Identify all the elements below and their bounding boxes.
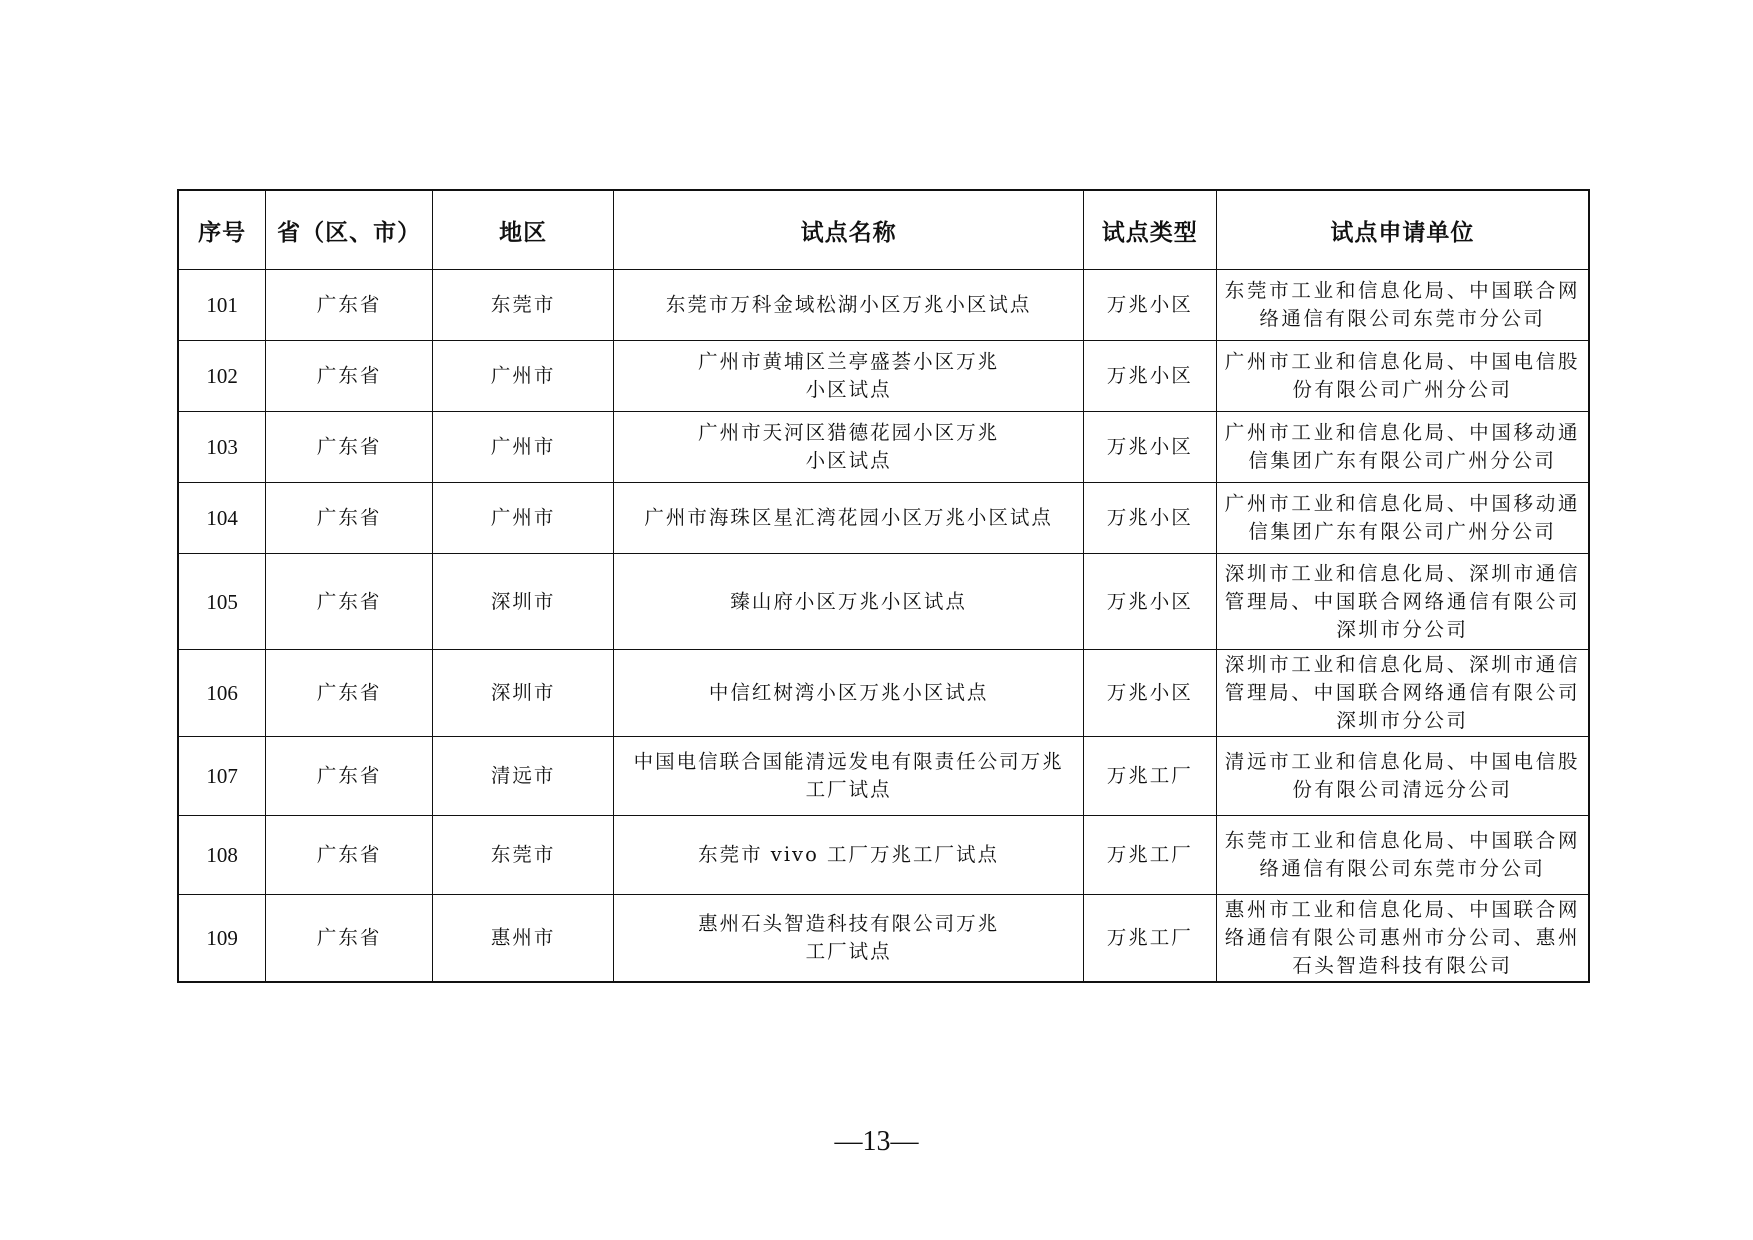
header-serial-number: 序号 (178, 190, 266, 270)
table-row (178, 816, 1589, 895)
cell-region: 深圳市 (432, 650, 613, 737)
cell-pilot-name (614, 650, 1084, 737)
cell-region: 深圳市 (432, 554, 613, 650)
cell-applicant (1216, 483, 1589, 554)
applicant-text: 清远市工业和信息化局、中国电信股份有限公司清远分公司 (1224, 750, 1580, 801)
cell-pilot-type: 万兆小区 (1083, 650, 1216, 737)
cell-province: 广东省 (266, 483, 433, 554)
applicant-text: 深圳市工业和信息化局、深圳市通信管理局、中国联合网络通信有限公司深圳市分公司 (1224, 561, 1580, 641)
cell-serial-number: 106 (178, 650, 266, 737)
cell-province: 广东省 (266, 816, 433, 895)
page-number: —13— (834, 1126, 919, 1157)
applicant-text: 东莞市工业和信息化局、中国联合网络通信有限公司东莞市分公司 (1224, 829, 1580, 880)
cell-applicant (1216, 554, 1589, 650)
cell-serial-number: 101 (178, 270, 266, 341)
cell-pilot-name (614, 554, 1084, 650)
pilot-list-table (177, 189, 1590, 983)
table-row (178, 483, 1589, 554)
cell-pilot-type: 万兆工厂 (1083, 816, 1216, 895)
cell-region: 广州市 (432, 483, 613, 554)
cell-pilot-type: 万兆小区 (1083, 341, 1216, 412)
cell-pilot-type: 万兆小区 (1083, 554, 1216, 650)
header-pilot-type: 试点类型 (1083, 190, 1216, 270)
table-row (178, 737, 1589, 816)
cell-serial-number: 103 (178, 412, 266, 483)
cell-province: 广东省 (266, 737, 433, 816)
applicant-text: 广州市工业和信息化局、中国移动通信集团广东有限公司广州分公司 (1224, 421, 1580, 472)
cell-province: 广东省 (266, 412, 433, 483)
table-row (178, 650, 1589, 737)
header-pilot-name: 试点名称 (614, 190, 1084, 270)
applicant-text: 深圳市工业和信息化局、深圳市通信管理局、中国联合网络通信有限公司深圳市分公司 (1224, 653, 1580, 732)
cell-serial-number: 102 (178, 341, 266, 412)
cell-serial-number: 104 (178, 483, 266, 554)
pilot-name-text: 广州市黄埔区兰亭盛荟小区万兆 小区试点 (698, 350, 1000, 401)
applicant-text: 东莞市工业和信息化局、中国联合网络通信有限公司东莞市分公司 (1224, 279, 1580, 330)
applicant-text: 广州市工业和信息化局、中国移动通信集团广东有限公司广州分公司 (1224, 492, 1580, 543)
cell-serial-number: 108 (178, 816, 266, 895)
cell-applicant (1216, 895, 1589, 982)
header-region: 地区 (432, 190, 613, 270)
cell-pilot-name (614, 737, 1084, 816)
cell-pilot-type: 万兆小区 (1083, 412, 1216, 483)
pilot-name-text: 广州市海珠区星汇湾花园小区万兆小区试点 (644, 506, 1053, 529)
cell-province: 广东省 (266, 270, 433, 341)
cell-serial-number: 107 (178, 737, 266, 816)
cell-region: 广州市 (432, 341, 613, 412)
cell-serial-number: 109 (178, 895, 266, 982)
pilot-name-text: 臻山府小区万兆小区试点 (730, 589, 967, 613)
pilot-name-text: 中国电信联合国能清远发电有限责任公司万兆 工厂试点 (633, 750, 1064, 801)
table-row (178, 412, 1589, 483)
cell-pilot-name (614, 412, 1084, 483)
cell-applicant (1216, 816, 1589, 895)
cell-pilot-type: 万兆工厂 (1083, 895, 1216, 982)
table-header-row (178, 190, 1589, 270)
cell-province: 广东省 (266, 341, 433, 412)
cell-pilot-name (614, 816, 1084, 895)
table-row (178, 554, 1589, 650)
pilot-name-text: 惠州石头智造科技有限公司万兆 工厂试点 (698, 911, 1000, 963)
cell-applicant (1216, 412, 1589, 483)
applicant-text: 广州市工业和信息化局、中国电信股份有限公司广州分公司 (1224, 350, 1580, 401)
pilot-name-text: 东莞市万科金域松湖小区万兆小区试点 (665, 293, 1032, 316)
cell-pilot-type: 万兆工厂 (1083, 737, 1216, 816)
cell-serial-number: 105 (178, 554, 266, 650)
header-province: 省（区、市） (266, 190, 433, 270)
cell-pilot-name (614, 483, 1084, 554)
applicant-text: 惠州市工业和信息化局、中国联合网络通信有限公司惠州市分公司、惠州石头智造科技有限公司 (1224, 897, 1580, 977)
cell-pilot-type: 万兆小区 (1083, 270, 1216, 341)
cell-region: 广州市 (432, 412, 613, 483)
header-applicant: 试点申请单位 (1216, 190, 1589, 270)
cell-pilot-name (614, 270, 1084, 341)
table-row (178, 895, 1589, 982)
pilot-name-text: 中信红树湾小区万兆小区试点 (708, 681, 989, 704)
cell-pilot-name (614, 895, 1084, 982)
cell-pilot-type: 万兆小区 (1083, 483, 1216, 554)
cell-applicant (1216, 737, 1589, 816)
cell-region: 东莞市 (432, 270, 613, 341)
cell-region: 惠州市 (432, 895, 613, 982)
table-row (178, 341, 1589, 412)
cell-region: 东莞市 (432, 816, 613, 895)
cell-region: 清远市 (432, 737, 613, 816)
cell-applicant (1216, 650, 1589, 737)
cell-province: 广东省 (266, 650, 433, 737)
cell-applicant (1216, 270, 1589, 341)
cell-pilot-name (614, 341, 1084, 412)
table-row (178, 270, 1589, 341)
pilot-name-text: 广州市天河区猎德花园小区万兆 小区试点 (698, 421, 1000, 472)
pilot-name-text: 东莞市 vivo 工厂万兆工厂试点 (698, 843, 1000, 866)
cell-province: 广东省 (266, 895, 433, 982)
cell-province: 广东省 (266, 554, 433, 650)
cell-applicant (1216, 341, 1589, 412)
